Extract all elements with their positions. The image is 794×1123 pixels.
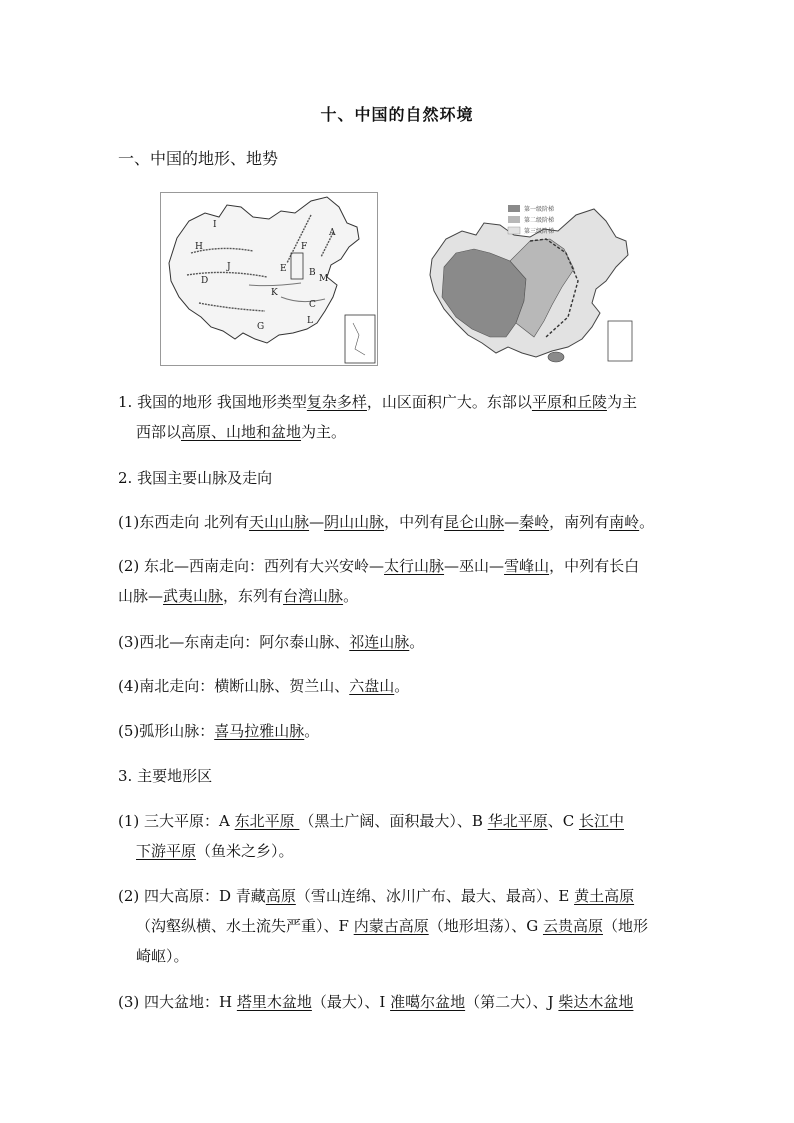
paragraph-arc: [118, 716, 680, 746]
text-fragment: 崎岖）。: [136, 947, 189, 965]
paragraph-northeast-southwest: [118, 551, 680, 611]
paragraph-northwest-southeast: [118, 627, 680, 657]
text-fragment: （雪山连绵、冰川广布、最大、最高）、E: [295, 887, 575, 905]
map-letter-j: J: [227, 262, 231, 272]
map-letter-c: C: [309, 300, 316, 310]
answer-blank: 黄土高原: [574, 887, 635, 905]
answer-blank: 昆仑山脉: [444, 513, 505, 531]
text-fragment: (1) 三大平原：A: [118, 812, 235, 830]
text-fragment: 西部以: [136, 423, 182, 441]
text-fragment: —巫山—: [444, 557, 505, 575]
legend-swatch-3: [508, 227, 520, 234]
terrain-steps-graphic: [426, 197, 636, 367]
text-fragment: 我国主要山脉及走向: [137, 469, 273, 487]
text-fragment: 3.: [118, 767, 133, 785]
text-fragment: 我国的地形: [137, 393, 213, 411]
text-fragment: 。: [639, 513, 655, 531]
answer-blank: 长江中: [578, 812, 624, 830]
text-fragment: 为主。: [301, 423, 347, 441]
text-fragment: (3) 四大盆地：H: [118, 993, 237, 1011]
answer-blank: 平原和丘陵: [531, 393, 607, 411]
answer-blank: 下游平原: [136, 842, 197, 860]
paragraph-terrain: [118, 387, 680, 447]
legend-label-1: 第一级阶梯: [524, 206, 555, 213]
text-fragment: ，山区面积广大。东部以: [366, 393, 532, 411]
paragraph-landforms-heading: [118, 761, 680, 791]
terrain-map-graphic: [161, 193, 377, 365]
text-fragment: (2) 四大高原：D 青藏: [118, 887, 266, 905]
map-letter-b: B: [309, 268, 316, 278]
text-fragment: [118, 387, 680, 417]
section-heading: 一、中国的地形、地势: [118, 149, 279, 168]
answer-blank: 东北平原: [234, 812, 300, 830]
text-fragment: (4)南北走向：横断山脉、贺兰山、: [118, 677, 350, 695]
paragraph-mountains-heading: [118, 463, 680, 493]
answer-blank: 台湾山脉: [283, 587, 344, 605]
text-fragment: 。: [394, 677, 410, 695]
text-fragment: （第二大）、J: [465, 993, 559, 1011]
text-fragment: [118, 911, 680, 941]
answer-blank: 云贵高原: [542, 917, 603, 935]
text-fragment: （最大）、I: [311, 993, 391, 1011]
map-legend: [508, 205, 554, 235]
text-fragment: (2) 东北—西南走向：西列有大兴安岭—: [118, 557, 385, 575]
answer-blank: 南岭: [609, 513, 640, 531]
legend-label-3: 第三级阶梯: [524, 228, 555, 235]
answer-blank: 太行山脉: [384, 557, 445, 575]
paragraph-east-west: [118, 507, 680, 537]
answer-blank: 高原、山地和盆地: [181, 423, 302, 441]
answer-blank: 雪峰山: [504, 557, 550, 575]
map-letter-h: H: [195, 242, 203, 252]
map-letter-m: M: [319, 274, 329, 284]
text-fragment: ，中列有: [384, 513, 445, 531]
text-fragment: [345, 315, 375, 363]
answer-blank: 天山山脉: [249, 513, 310, 531]
answer-blank: 高原: [265, 887, 296, 905]
text-fragment: ，中列有长白: [549, 557, 640, 575]
text-fragment: [118, 581, 680, 611]
legend-swatch-2: [508, 216, 520, 223]
item-number: 1.: [118, 393, 133, 411]
map-letter-l: L: [307, 316, 313, 326]
text-fragment: [118, 836, 680, 866]
text-fragment: 2.: [118, 469, 133, 487]
paragraph-plateaus: [118, 881, 680, 971]
answer-blank: 复杂多样: [306, 393, 367, 411]
answer-blank: 准噶尔盆地: [390, 993, 466, 1011]
text-fragment: 主要地形区: [137, 767, 213, 785]
map-letter-i: I: [213, 220, 217, 230]
answer-blank: 阴山山脉: [324, 513, 385, 531]
text-fragment: 、C: [547, 812, 579, 830]
text-fragment: 我国地形类型: [216, 393, 307, 411]
answer-blank: 塔里木盆地: [236, 993, 312, 1011]
maps-figure: [160, 192, 640, 367]
text-fragment: 。: [304, 722, 320, 740]
paragraph-basins: [118, 987, 680, 1017]
answer-blank: 柴达木盆地: [558, 993, 634, 1011]
legend-swatch-1: [508, 205, 520, 212]
map-letter-a: A: [329, 228, 336, 238]
text-fragment: （地形坦荡）、G: [428, 917, 543, 935]
map-letter-k: K: [271, 288, 278, 298]
answer-blank: 内蒙古高原: [353, 917, 429, 935]
map-letter-f: F: [301, 242, 308, 252]
paragraph-plains: [118, 806, 680, 866]
text-fragment: [608, 321, 632, 361]
text-fragment: 山脉—: [118, 587, 164, 605]
terrain-steps-map: [426, 197, 636, 367]
text-fragment: (1)东西走向: [118, 513, 200, 531]
text-fragment: —: [309, 513, 325, 531]
answer-blank: 武夷山脉: [163, 587, 224, 605]
terrain-map: [160, 192, 378, 366]
map-letter-g: G: [257, 322, 265, 332]
text-fragment: —: [504, 513, 520, 531]
text-fragment: (3)西北—东南走向：阿尔泰山脉、: [118, 633, 350, 651]
answer-blank: 祁连山脉: [349, 633, 410, 651]
text-fragment: [118, 417, 680, 447]
text-fragment: （沟壑纵横、水土流失严重）、F: [136, 917, 354, 935]
text-fragment: [118, 806, 680, 836]
answer-blank: 喜马拉雅山脉: [214, 722, 305, 740]
text-fragment: 北列有: [204, 513, 250, 531]
legend-label-2: 第二级阶梯: [524, 217, 555, 224]
text-fragment: （地形: [602, 917, 648, 935]
page-title: 十、中国的自然环境: [320, 105, 474, 124]
answer-blank: 秦岭: [519, 513, 550, 531]
paragraph-north-south: [118, 671, 680, 701]
text-fragment: 。: [409, 633, 425, 651]
text-fragment: [118, 881, 680, 911]
text-fragment: [118, 941, 680, 971]
text-fragment: [118, 551, 680, 581]
text-fragment: (5)弧形山脉：: [118, 722, 215, 740]
text-fragment: ，南列有: [549, 513, 610, 531]
map-letter-e: E: [280, 264, 287, 274]
text-fragment: （鱼米之乡）。: [196, 842, 294, 860]
text-fragment: 为主: [606, 393, 637, 411]
answer-blank: 华北平原: [487, 812, 548, 830]
text-fragment: 。: [343, 587, 359, 605]
text-fragment: ，东列有: [223, 587, 284, 605]
answer-blank: 六盘山: [349, 677, 395, 695]
text-fragment: （黑土广阔、面积最大）、B: [299, 812, 488, 830]
map-letter-d: D: [201, 276, 209, 286]
